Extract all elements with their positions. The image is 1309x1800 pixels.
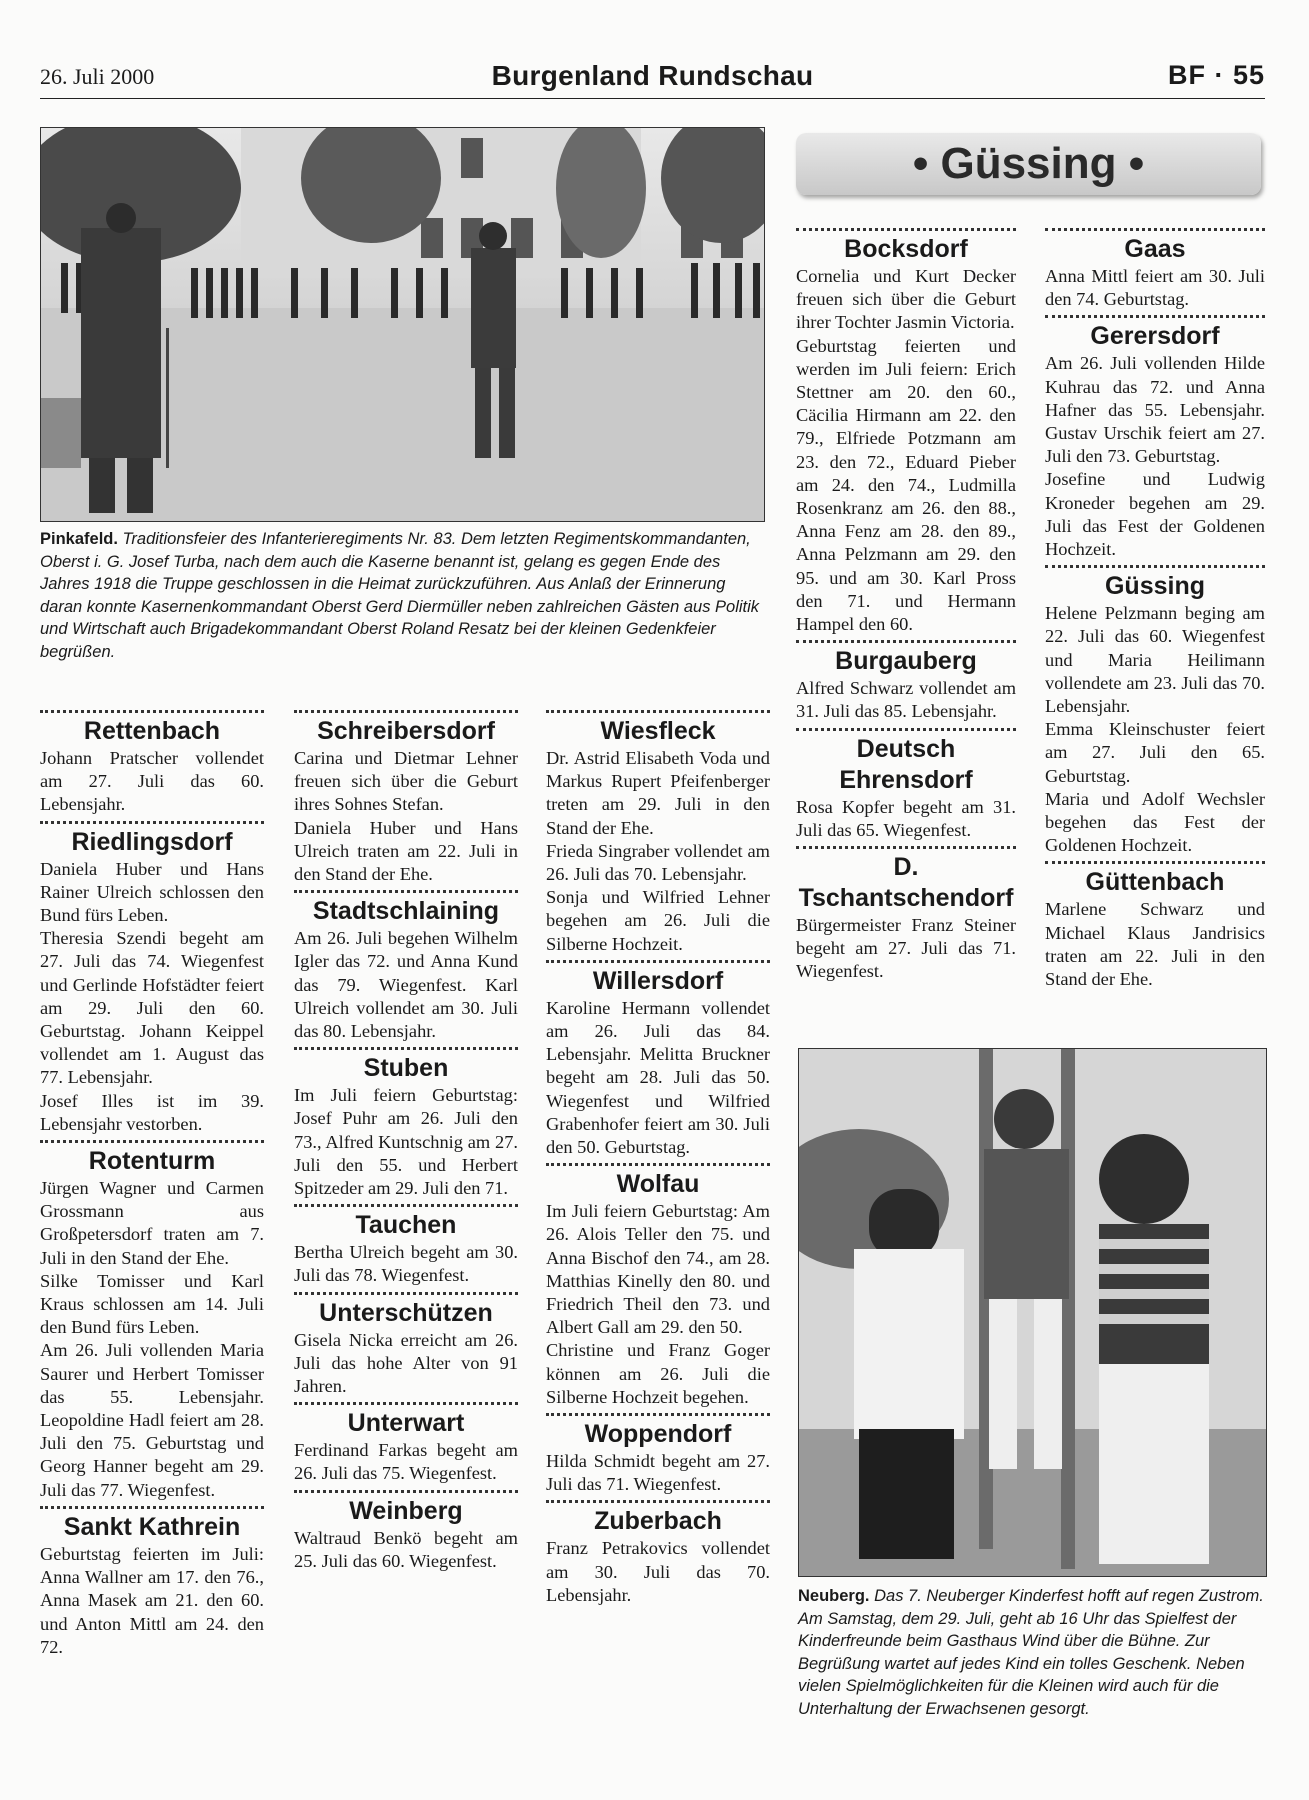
news-section (40, 716, 264, 817)
dotted-divider (796, 728, 1016, 731)
dotted-divider (294, 710, 518, 713)
dotted-divider (294, 1292, 518, 1295)
section-paragraph: Marlene Schwarz und Michael Klaus Jandrisics traten am 22. Juli in den Stand der Ehe. (1045, 899, 1265, 990)
section-heading: Güttenbach (1085, 868, 1225, 897)
section-paragraph: Ferdinand Farkas begeht am 26. Juli das 75. Wiegenfest. (294, 1440, 518, 1484)
dotted-divider (294, 890, 518, 893)
section-heading: Deutsch Ehrensdorf (839, 734, 973, 794)
section-paragraph: Bürgermeister Franz Steiner begeht am 27. Juli das 71. Wiegenfest. (796, 915, 1016, 982)
dotted-divider (40, 1140, 264, 1143)
column-5 (1045, 224, 1265, 991)
news-section (546, 1419, 770, 1496)
newspaper-title: Burgenland Rundschau (491, 60, 814, 91)
section-paragraph: Im Juli feiern Geburtstag: Josef Puhr am 26. Juli den 73., Alfred Kuntschnig am 27. Juli den 55. und Herbert Spitzeder am 29. Juli den 71. (294, 1085, 518, 1199)
dotted-divider (546, 1500, 770, 1503)
section-paragraph: Im Juli feiern Geburtstag: Am 26. Alois Teller den 75. und Anna Bischof den 74., am 28. Matthias Kinelly den 80. und Friedrich Theil den 73. und Albert Gall am 29. den 50. (546, 1201, 770, 1338)
pinkafeld-ceremony-photo (40, 127, 765, 522)
section-paragraph: Am 26. Juli vollenden Maria Saurer und Herbert Tomisser das 55. Lebensjahr. Leopoldine Hadl feiert am 28. Juli den 75. Geburtstag und Georg Hanner begeht am 29. Juli das 77. Wiegenfest. (40, 1340, 264, 1500)
caption-place: Neuberg. (798, 1587, 870, 1605)
news-section (294, 1496, 518, 1573)
page-number: BF · 55 (1167, 60, 1265, 90)
news-section (294, 1298, 518, 1399)
dotted-divider (294, 1490, 518, 1493)
section-paragraph: Am 26. Juli vollenden Hilde Kuhrau das 72. und Anna Hafner das 55. Lebensjahr. Gustav Urschik feiert am 27. Juli den 73. Geburtstag. (1045, 353, 1265, 467)
news-section (294, 1210, 518, 1287)
section-heading: Stadtschlaining (312, 897, 500, 926)
news-section (546, 1506, 770, 1607)
dotted-divider (1045, 315, 1265, 318)
news-section (40, 827, 264, 1136)
dotted-divider (294, 1204, 518, 1207)
section-heading: Gaas (1124, 235, 1186, 263)
section-paragraph: Franz Petrakovics vollendet am 30. Juli das 70. Lebensjahr. (546, 1538, 770, 1605)
dotted-divider (294, 1047, 518, 1050)
section-paragraph: Bertha Ulreich begeht am 30. Juli das 78. Wiegenfest. (294, 1242, 518, 1286)
section-paragraph: Silke Tomisser und Karl Kraus schlossen am 14. Juli den Bund fürs Leben. (40, 1270, 264, 1338)
section-heading: Wiesfleck (600, 717, 716, 745)
news-section (546, 1169, 770, 1409)
issue-date: 26. Juli 2000 (40, 64, 155, 89)
column-1 (40, 706, 264, 1659)
dotted-divider (546, 1163, 770, 1166)
section-heading: Wolfau (616, 1170, 700, 1199)
section-heading: Stuben (363, 1054, 449, 1083)
dotted-divider (40, 1506, 264, 1509)
news-section (40, 1512, 264, 1659)
section-heading: Gerersdorf (1090, 322, 1220, 351)
news-section (1045, 321, 1265, 561)
section-paragraph: Josef Illes ist im 39. Lebensjahr vestorben. (40, 1090, 264, 1134)
section-heading: Weinberg (349, 1496, 463, 1525)
news-section (1045, 571, 1265, 857)
section-paragraph: Johann Pratscher vollendet am 27. Juli das 60. Lebensjahr. (40, 748, 264, 815)
news-section (796, 852, 1016, 984)
dotted-divider (796, 846, 1016, 849)
section-paragraph: Hilda Schmidt begeht am 27. Juli das 71. Wiegenfest. (546, 1451, 770, 1495)
section-paragraph: Helene Pelzmann beging am 22. Juli das 60. Wiegenfest und Maria Heilimann vollendete am 23. Juli das 70. Lebensjahr. (1045, 603, 1265, 717)
section-paragraph: Alfred Schwarz vollendet am 31. Juli das 85. Lebensjahr. (796, 678, 1016, 722)
news-section (294, 716, 518, 886)
news-section (294, 896, 518, 1043)
section-heading: Sankt Kathrein (63, 1512, 241, 1541)
dotted-divider (546, 710, 770, 713)
section-heading: Woppendorf (584, 1420, 732, 1449)
news-section (546, 716, 770, 956)
dotted-divider (546, 960, 770, 963)
caption-place: Pinkafeld. (40, 530, 118, 548)
region-banner (796, 133, 1261, 195)
column-4 (796, 224, 1016, 984)
section-heading: Tauchen (355, 1211, 457, 1240)
section-heading: Güssing (1104, 572, 1205, 601)
section-paragraph: Dr. Astrid Elisabeth Voda und Markus Rupert Pfeifenberger treten am 29. Juli in den Stand der Ehe. (546, 748, 770, 838)
section-paragraph: Geburtstag feierten und werden im Juli feiern: Erich Stettner am 20. den 60., Cäcilia Hirmann am 22. den 79., Elfriede Potzmann am 23. den 72., Eduard Pieber am 24. den 74., Ludmilla Rosenkranz am 26. den 88., Anna Fenz am 28. den 89., Anna Pelzmann am 29. den 95. und am 30. Karl Pross den 71. und Hermann Hampel den 60. (796, 335, 1016, 635)
dotted-divider (40, 710, 264, 713)
news-section (546, 966, 770, 1159)
section-paragraph: Cornelia und Kurt Decker freuen sich über die Geburt ihrer Tochter Jasmin Victoria. (796, 266, 1016, 333)
section-paragraph: Frieda Singraber vollendet am 26. Juli das 70. Lebensjahr. (546, 840, 770, 885)
news-section (1045, 867, 1265, 991)
section-paragraph: Josefine und Ludwig Kroneder begehen am 29. Juli das Fest der Goldenen Hochzeit. (1045, 469, 1265, 560)
section-heading: Unterschützen (319, 1298, 493, 1327)
column-2 (294, 706, 518, 1573)
dotted-divider (796, 640, 1016, 643)
dotted-divider (1045, 861, 1265, 864)
section-paragraph: Anna Mittl feiert am 30. Juli den 74. Geburtstag. (1045, 266, 1265, 310)
neuberg-photo-caption (798, 1585, 1268, 1720)
section-paragraph: Daniela Huber und Hans Rainer Ulreich schlossen den Bund fürs Leben. (40, 858, 264, 926)
section-paragraph: Christine und Franz Goger können am 26. Juli die Silberne Hochzeit begehen. (546, 1340, 770, 1407)
section-paragraph: Daniela Huber und Hans Ulreich traten am 22. Juli in den Stand der Ehe. (294, 817, 518, 885)
section-paragraph: Sonja und Wilfried Lehner begehen am 26. Juli die Silberne Hochzeit. (546, 887, 770, 954)
section-paragraph: Theresia Szendi begeht am 27. Juli das 74. Wiegenfest und Gerlinde Hofstädter feiert am 29. Juli den 60. Geburtstag. Johann Keippel vollendet am 1. August das 77. Lebensjahr. (40, 928, 264, 1088)
section-heading: Bocksdorf (844, 235, 968, 263)
dotted-divider (40, 821, 264, 824)
section-paragraph: Geburtstag feierten im Juli: Anna Wallner am 17. den 76., Anna Masek am 21. den 60. und Anton Mittl am 24. den 72. (40, 1543, 264, 1657)
column-3 (546, 706, 770, 1607)
dotted-divider (1045, 228, 1265, 231)
section-heading: Zuberbach (594, 1507, 722, 1536)
news-section (294, 1408, 518, 1485)
pinkafeld-photo-caption (40, 528, 760, 663)
section-paragraph: Karoline Hermann vollendet am 26. Juli das 84. Lebensjahr. Melitta Bruckner begeht am 28. Juli das 50. Wiegenfest und Wilfried Grabenhofer feiert am 30. Juli den 50. Geburtstag. (546, 997, 770, 1158)
neuberg-kinderfest-photo (798, 1048, 1267, 1577)
section-heading: D. Tschantschendorf (798, 853, 1014, 913)
dotted-divider (546, 1413, 770, 1416)
section-heading: Willersdorf (592, 966, 724, 995)
caption-text: Traditionsfeier des Infanterieregiments Nr. 83. Dem letzten Regimentskommandanten, Oberst i. G. Josef Turba, nach dem auch die Kaserne benannt ist, gelang es gegen Ende des Jahres 1918 die Truppe geschlossen in die Heimat zurückzuführen. Aus Anlaß der Erinnerung daran konnte Kasernenkommandant Oberst Gerd Diermüller neben zahlreichen Gästen aus Politik und Wirtschaft auch Brigadekommandant Oberst Roland Resatz bei der kleinen Gedenkfeier begrüßen. (40, 530, 760, 661)
dotted-divider (294, 1402, 518, 1405)
section-heading: Unterwart (347, 1409, 465, 1438)
region-title: • Güssing • (912, 139, 1145, 188)
news-section (40, 1146, 264, 1502)
section-paragraph: Waltraud Benkö begeht am 25. Juli das 60. Wiegenfest. (294, 1527, 518, 1571)
section-paragraph: Emma Kleinschuster feiert am 27. Juli den 65. Geburtstag. (1045, 719, 1265, 786)
section-paragraph: Gisela Nicka erreicht am 26. Juli das hohe Alter von 91 Jahren. (294, 1329, 518, 1397)
news-section (294, 1053, 518, 1200)
section-paragraph: Carina und Dietmar Lehner freuen sich über die Geburt ihres Sohnes Stefan. (294, 748, 518, 815)
news-section (796, 734, 1016, 842)
dotted-divider (796, 228, 1016, 231)
section-heading: Rettenbach (83, 717, 221, 745)
dotted-divider (1045, 565, 1265, 568)
section-heading: Rotenturm (88, 1147, 216, 1176)
section-paragraph: Am 26. Juli begehen Wilhelm Igler das 72. und Anna Kund das 79. Wiegenfest. Karl Ulreich vollendet am 30. Juli das 80. Lebensjahr. (294, 928, 518, 1042)
section-paragraph: Jürgen Wagner und Carmen Grossmann aus Großpetersdorf traten am 7. Juli in den Stand der Ehe. (40, 1178, 264, 1268)
section-heading: Schreibersdorf (317, 717, 495, 745)
section-paragraph: Maria und Adolf Wechsler begehen das Fest der Goldenen Hochzeit. (1045, 788, 1265, 856)
news-section (796, 234, 1016, 636)
news-section (796, 646, 1016, 723)
news-section (1045, 234, 1265, 311)
caption-text: Das 7. Neuberger Kinderfest hofft auf regen Zustrom. Am Samstag, dem 29. Juli, geht ab 16 Uhr das Spielfest der Kinderfreunde beim Gasthaus Wind über die Bühne. Zur Begrüßung wartet auf jedes Kind ein tolles Geschenk. Neben vielen Spielmöglichkeiten für die Kleinen wird auch für die Unterhaltung der Erwachsenen gesorgt. (798, 1587, 1264, 1718)
section-paragraph: Rosa Kopfer begeht am 31. Juli das 65. Wiegenfest. (796, 796, 1016, 840)
section-heading: Burgauberg (835, 647, 977, 676)
section-heading: Riedlingsdorf (71, 827, 233, 856)
page-header (40, 58, 1265, 99)
